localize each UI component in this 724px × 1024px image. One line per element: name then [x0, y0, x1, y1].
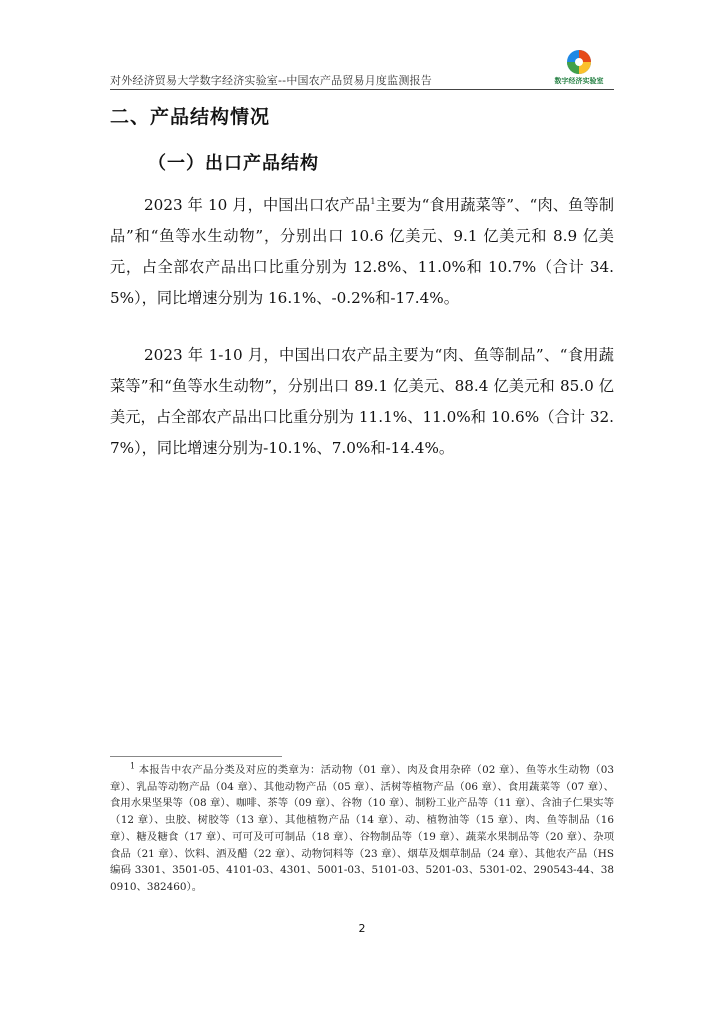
footnote-divider	[110, 756, 282, 757]
logo-text: 数字经济实验室	[554, 77, 604, 85]
header-divider	[110, 89, 614, 90]
paragraph1-lead: 2023 年 10 月，中国出口农产品	[144, 196, 371, 214]
page-number: 2	[358, 922, 366, 935]
footnote-marker: 1	[130, 761, 136, 771]
footnote	[110, 762, 614, 896]
globe-logo-icon	[548, 48, 610, 78]
subsection-title: （一）出口产品结构	[148, 153, 319, 174]
paragraph-ytd-export: 2023 年 1-10 月，中国出口农产品主要为“肉、鱼等制品”、“食用蔬菜等”和“鱼等水生动物”，分别出口 89.1 亿美元、88.4 亿美元和 85.0 亿美元，占全部农产品出口比重分别为 11.1%、11.0%和 10.6%（合计 32.7%），同比增速分别为-10.1%、7.0%和-14.4%。	[110, 346, 614, 457]
paragraph-monthly-export	[110, 190, 614, 314]
header-title: 对外经济贸易大学数字经济实验室--中国农产品贸易月度监测报告	[110, 74, 432, 87]
section-title: 二、产品结构情况	[110, 106, 271, 128]
page-header	[110, 48, 614, 90]
lab-logo	[548, 48, 610, 88]
paragraph1-body: 主要为“食用蔬菜等”、“肉、鱼等制品”和“鱼等水生动物”，分别出口 10.6 亿美元、9.1 亿美元和 8.9 亿美元，占全部农产品出口比重分别为 12.8%、11.0%和 10.7%（合计 34.5%），同比增速分别为 16.1%、-0.2%和-17.4%。	[110, 196, 615, 307]
footnote-text: 本报告中农产品分类及对应的类章为：活动物（01 章）、肉及食用杂碎（02 章）、鱼等水生动物（03 章）、乳品等动物产品（04 章）、其他动物产品（05 章）、活树等植物产品（06 章）、食用蔬菜等（07 章）、食用水果坚果等（08 章）、咖啡、茶等（09 章）、谷物（10 章）、制粉工业产品等（11 章）、含油子仁果实等（12 章）、虫胶、树胶等（13 章）、其他植物产品（14 章）、动、植物油等（15 章）、肉、鱼等制品（16 章）、糖及糖食（17 章）、可可及可可制品（18 章）、谷物制品等（19 章）、蔬菜水果制品等（20 章）、杂项食品（21 章）、饮料、酒及醋（22 章）、动物饲料等（23 章）、烟草及烟草制品（24 章）、其他农产品（HS 编码 3301、3501-05、4101-03、4301、5001-03、5101-03、5201-03、5301-02、290543-44、380910、382460）。	[110, 764, 614, 893]
footnote-reference[interactable]: 1	[370, 196, 376, 206]
